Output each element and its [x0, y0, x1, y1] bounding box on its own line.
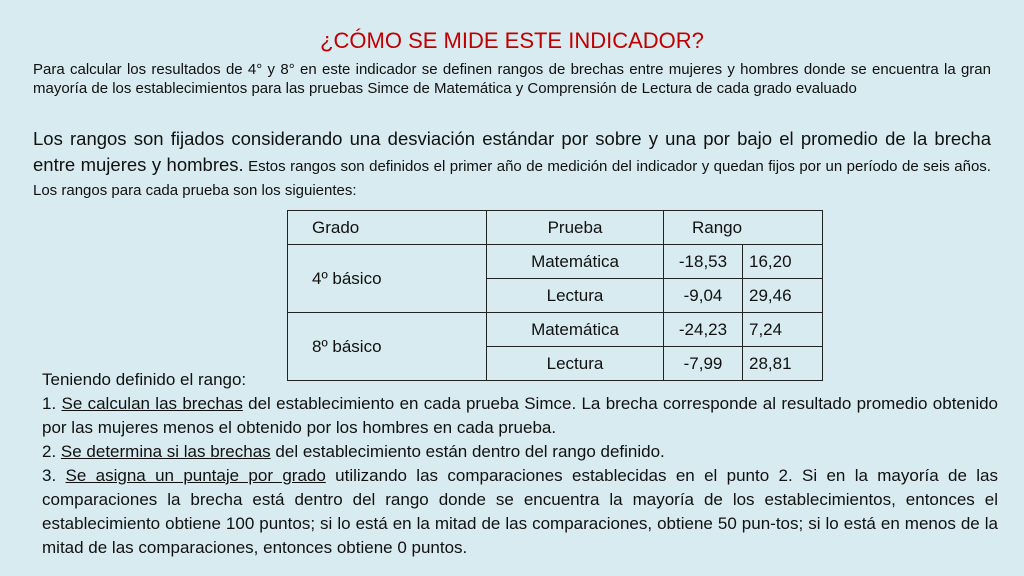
range-min-cell: -9,04 — [664, 279, 743, 313]
range-min-cell: -7,99 — [664, 347, 743, 381]
step-emphasis: Se asigna un puntaje por grado — [65, 466, 326, 485]
step-item-3 — [42, 464, 998, 560]
description-paragraph — [33, 127, 991, 203]
range-max-cell: 28,81 — [743, 347, 823, 381]
prueba-cell: Matemática — [487, 245, 664, 279]
step-item-1 — [42, 392, 998, 440]
header-grado: Grado — [288, 211, 487, 245]
table-row — [288, 245, 823, 279]
range-max-cell: 7,24 — [743, 313, 823, 347]
prueba-cell: Lectura — [487, 279, 664, 313]
prueba-cell: Matemática — [487, 313, 664, 347]
steps-section — [42, 368, 998, 560]
step-emphasis: Se determina si las brechas — [60, 442, 271, 461]
range-min-cell: -18,53 — [664, 245, 743, 279]
prueba-cell: Lectura — [487, 347, 664, 381]
step-number: 2. — [42, 442, 61, 461]
step-text: utilizando las comparaciones establecidas en el punto 2. Si en la mayoría de las comparaciones la brecha está dentro del rango donde se encuentra la mayoría de los establecimientos, entonces el establecimiento obtiene 100 puntos; si lo está en la mitad de las comparaciones, obtiene 50 pun-tos; si lo está en menos de la mitad de las comparaciones, entonces obtiene 0 puntos. — [42, 466, 998, 557]
range-max-cell: 29,46 — [743, 279, 823, 313]
description-large-text: Los rangos son fijados considerando una desviación estándar por sobre y una por bajo el promedio de la brecha entre mujeres y hombres. — [33, 128, 991, 175]
steps-lead: Teniendo definido el rango: — [42, 370, 247, 389]
range-max-cell: 16,20 — [743, 245, 823, 279]
step-emphasis: Se calculan las brechas — [61, 394, 243, 413]
step-number: 1. — [42, 394, 62, 413]
table-header-row — [288, 211, 823, 245]
page-title: ¿CÓMO SE MIDE ESTE INDICADOR? — [320, 28, 704, 53]
grado-8-cell: 8º básico — [288, 313, 487, 381]
grado-4-cell: 4º básico — [288, 245, 487, 313]
header-prueba: Prueba — [487, 211, 664, 245]
range-min-cell: -24,23 — [664, 313, 743, 347]
step-text: del establecimiento en cada prueba Simce. La brecha corresponde al resultado promedio obtenido por las mujeres menos el obtenido por los hombres en cada prueba. — [42, 394, 999, 437]
table-row — [288, 313, 823, 347]
step-number: 3. — [42, 466, 66, 485]
ranges-table — [287, 210, 823, 381]
header-rango: Rango — [664, 211, 823, 245]
description-small-text: Estos rangos son definidos el primer año de medición del indicador y quedan fijos por un período de seis años. Los rangos para cada prueba son los siguientes: — [33, 158, 991, 199]
step-text: del establecimiento están dentro del rango definido. — [270, 442, 665, 461]
step-item-2 — [42, 440, 998, 464]
intro-paragraph: Para calcular los resultados de 4° y 8° en este indicador se definen rangos de brechas entre mujeres y hombres donde se encuentra la gran mayoría de los establecimientos para las pruebas Simce de Matemática y Comprensión de Lectura de cada grado evaluado — [33, 61, 991, 97]
